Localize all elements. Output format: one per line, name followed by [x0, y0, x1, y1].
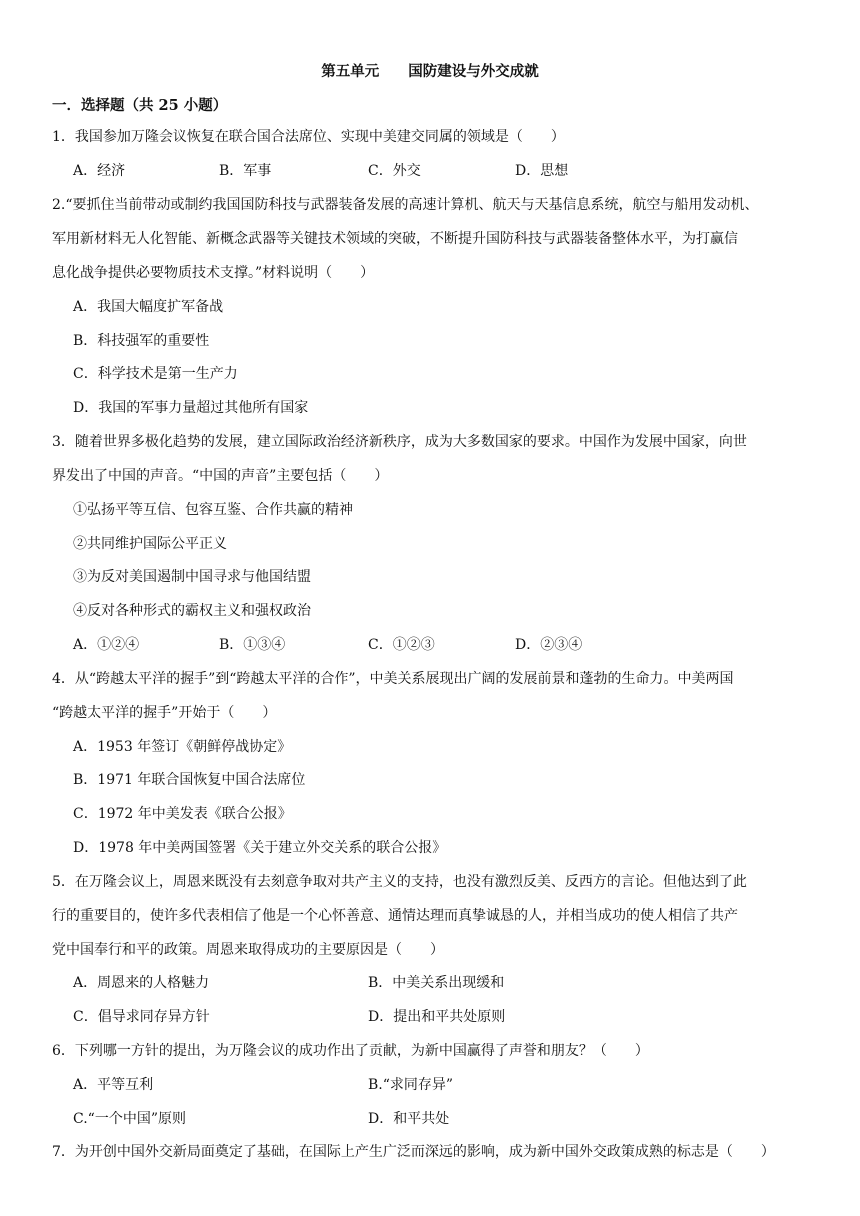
q3-option-d[interactable]: D．②③④ — [515, 637, 583, 653]
q3-item-4: ④反对各种形式的霸权主义和强权政治 — [73, 603, 311, 619]
q5-stem-line: 党中国奉行和平的政策。周恩来取得成功的主要原因是（ ） — [52, 942, 444, 958]
q5-stem-line: 行的重要目的，使许多代表相信了他是一个心怀善意、通情达理而真挚诚恳的人，并相当成功的使人相信了共产 — [52, 908, 738, 924]
q2-option-b[interactable]: B．科技强军的重要性 — [73, 333, 210, 349]
q6-stem: 6．下列哪一方针的提出，为万隆会议的成功作出了贡献，为新中国赢得了声誉和朋友？（ ） — [52, 1043, 649, 1059]
q3-item-1: ①弘扬平等互信、包容互鉴、合作共赢的精神 — [73, 502, 353, 518]
q4-stem-line: 4．从“跨越太平洋的握手”到“跨越太平洋的合作”，中美关系展现出广阔的发展前景和蓬勃的生命力。中美两国 — [52, 671, 734, 687]
q2-option-d[interactable]: D．我国的军事力量超过其他所有国家 — [73, 400, 309, 416]
q5-option-d[interactable]: D．提出和平共处原则 — [368, 1009, 506, 1025]
q2-stem-line: 军用新材料无人化智能、新概念武器等关键技术领域的突破，不断提升国防科技与武器装备整体水平，为打赢信 — [52, 231, 738, 247]
q3-stem-line: 3．随着世界多极化趋势的发展，建立国际政治经济新秩序，成为大多数国家的要求。中国作为发展中国家，向世 — [52, 434, 747, 450]
q1-option-a[interactable]: A．经济 — [73, 163, 126, 179]
section-heading: 一．选择题（共 25 小题） — [52, 97, 228, 114]
q3-stem-line: 界发出了中国的声音。“中国的声音”主要包括（ ） — [52, 468, 389, 484]
q5-stem-line: 5．在万隆会议上，周恩来既没有去刻意争取对共产主义的支持，也没有激烈反美、反西方的言论。但他达到了此 — [52, 874, 747, 890]
q2-option-c[interactable]: C．科学技术是第一生产力 — [73, 366, 238, 382]
q6-option-d[interactable]: D．和平共处 — [368, 1111, 450, 1127]
q4-stem-line: “跨越太平洋的握手”开始于（ ） — [52, 705, 277, 721]
q1-option-d[interactable]: D．思想 — [515, 163, 569, 179]
q5-option-a[interactable]: A．周恩来的人格魅力 — [73, 975, 210, 991]
q3-option-c[interactable]: C．①②③ — [368, 637, 435, 653]
q2-option-a[interactable]: A．我国大幅度扩军备战 — [73, 299, 224, 315]
q5-option-c[interactable]: C．倡导求同存异方针 — [73, 1009, 210, 1025]
q1-option-b[interactable]: B．军事 — [219, 163, 272, 179]
q6-option-b[interactable]: B.“求同存异” — [368, 1077, 454, 1093]
q2-stem-line: 息化战争提供必要物质技术支撑。”材料说明（ ） — [52, 265, 375, 281]
q1-stem: 1．我国参加万隆会议恢复在联合国合法席位、实现中美建交同属的领域是（ ） — [52, 129, 565, 145]
q3-item-3: ③为反对美国遏制中国寻求与他国结盟 — [73, 569, 311, 585]
q4-option-a[interactable]: A．1953 年签订《朝鲜停战协定》 — [73, 739, 292, 755]
q2-stem-line: 2.“要抓住当前带动或制约我国国防科技与武器装备发展的高速计算机、航天与天基信息系统，航空与船用发动机、 — [52, 197, 759, 213]
q3-option-b[interactable]: B．①③④ — [219, 637, 286, 653]
q4-option-c[interactable]: C．1972 年中美发表《联合公报》 — [73, 806, 292, 822]
q1-option-c[interactable]: C．外交 — [368, 163, 421, 179]
q6-option-c[interactable]: C.“一个中国”原则 — [73, 1111, 186, 1127]
q7-stem: 7．为开创中国外交新局面奠定了基础，在国际上产生广泛而深远的影响，成为新中国外交政策成熟的标志是（ ） — [52, 1144, 775, 1160]
q4-option-b[interactable]: B．1971 年联合国恢复中国合法席位 — [73, 772, 306, 788]
q6-option-a[interactable]: A．平等互利 — [73, 1077, 154, 1093]
page-title: 第五单元 国防建设与外交成就 — [321, 63, 539, 80]
q3-option-a[interactable]: A．①②④ — [73, 637, 140, 653]
q3-item-2: ②共同维护国际公平正义 — [73, 536, 227, 552]
q5-option-b[interactable]: B．中美关系出现缓和 — [368, 975, 505, 991]
q4-option-d[interactable]: D．1978 年中美两国签署《关于建立外交关系的联合公报》 — [73, 840, 447, 856]
